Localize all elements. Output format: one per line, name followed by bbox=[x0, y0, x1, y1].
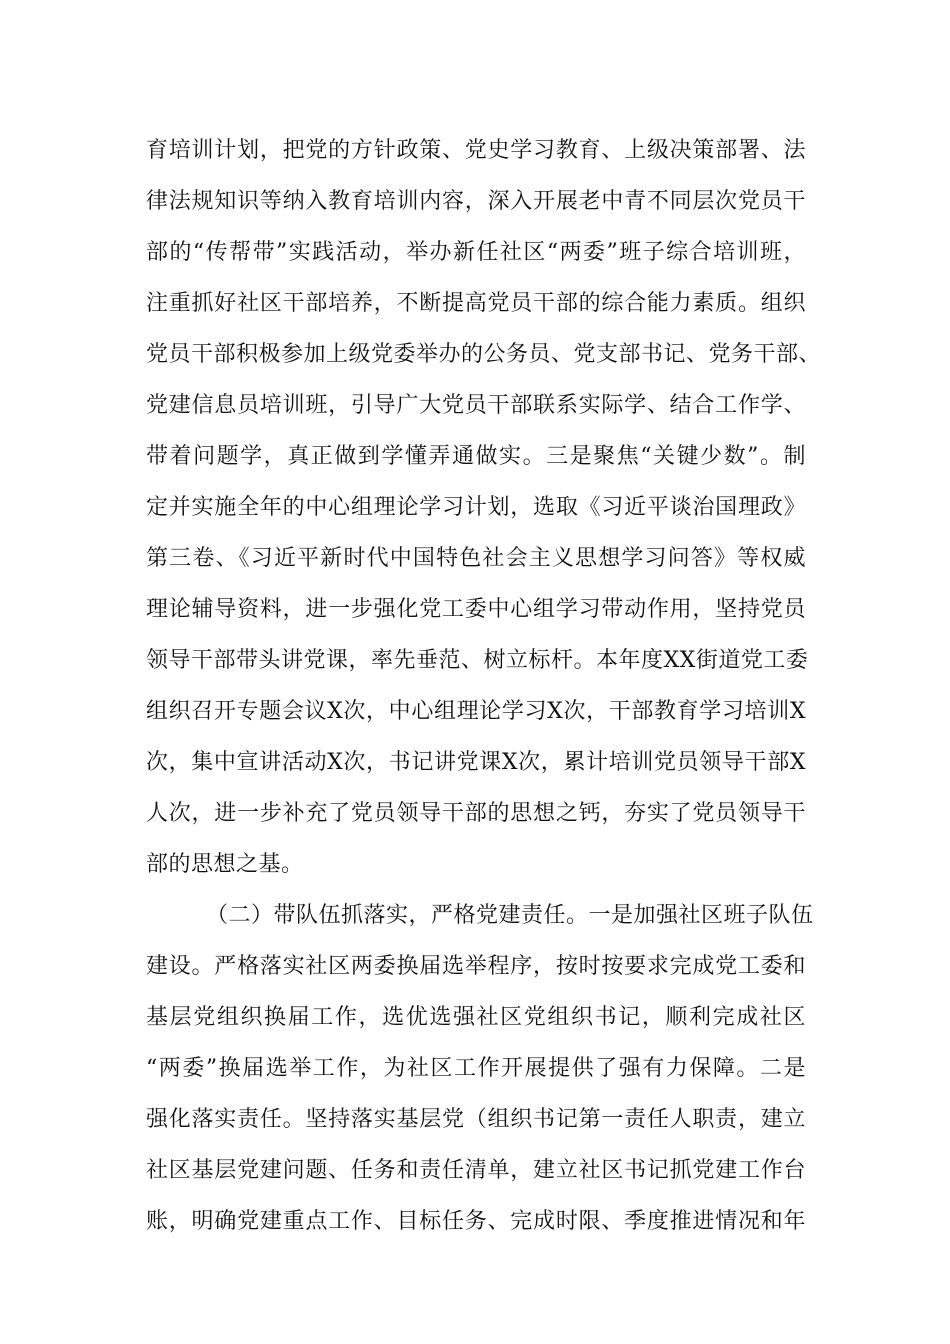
text-line: 基层党组织换届工作，选优选强社区党组织书记，顺利完成社区 bbox=[146, 1005, 806, 1030]
text-line: 党建信息员培训班，引导广大党员干部联系实际学、结合工作学、 bbox=[146, 393, 806, 418]
text-line: 社区基层党建问题、任务和责任清单，建立社区书记抓党建工作台 bbox=[146, 1158, 806, 1183]
text-line: 育培训计划，把党的方针政策、党史学习教育、上级决策部署、法 bbox=[146, 138, 806, 163]
text-line: 组织召开专题会议X次，中心组理论学习X次，干部教育学习培训X bbox=[146, 699, 806, 724]
text-line: 定并实施全年的中心组理论学习计划，选取《习近平谈治国理政》 bbox=[146, 495, 806, 520]
paragraph-first-line: （二）带队伍抓落实，严格党建责任。一是加强社区班子队伍 bbox=[206, 903, 814, 928]
text-line: 第三卷、《习近平新时代中国特色社会主义思想学习问答》等权威 bbox=[146, 546, 806, 571]
text-line: 强化落实责任。坚持落实基层党（组织书记第一责任人职责，建立 bbox=[146, 1107, 806, 1132]
text-line: 部的“传帮带”实践活动，举办新任社区“两委”班子综合培训班， bbox=[146, 240, 806, 265]
text-line: 人次，进一步补充了党员领导干部的思想之钙，夯实了党员领导干 bbox=[146, 801, 806, 826]
text-line: 注重抓好社区干部培养，不断提高党员干部的综合能力素质。组织 bbox=[146, 291, 806, 316]
text-line: 建设。严格落实社区两委换届选举程序，按时按要求完成党工委和 bbox=[146, 954, 806, 979]
text-line: 律法规知识等纳入教育培训内容，深入开展老中青不同层次党员干 bbox=[146, 189, 806, 214]
text-line: 次，集中宣讲活动X次，书记讲党课X次，累计培训党员领导干部X bbox=[146, 750, 806, 775]
text-line: 理论辅导资料，进一步强化党工委中心组学习带动作用，坚持党员 bbox=[146, 597, 806, 622]
text-line: 部的思想之基。 bbox=[146, 852, 304, 877]
text-line: 党员干部积极参加上级党委举办的公务员、党支部书记、党务干部、 bbox=[146, 342, 822, 367]
text-line: 账，明确党建重点工作、目标任务、完成时限、季度推进情况和年 bbox=[146, 1209, 806, 1234]
text-line: “两委”换届选举工作，为社区工作开展提供了强有力保障。二是 bbox=[146, 1056, 806, 1081]
text-line: 领导干部带头讲党课，率先垂范、树立标杆。本年度XX街道党工委 bbox=[146, 648, 809, 673]
text-line: 带着问题学，真正做到学懂弄通做实。三是聚焦“关键少数”。制 bbox=[146, 444, 806, 469]
